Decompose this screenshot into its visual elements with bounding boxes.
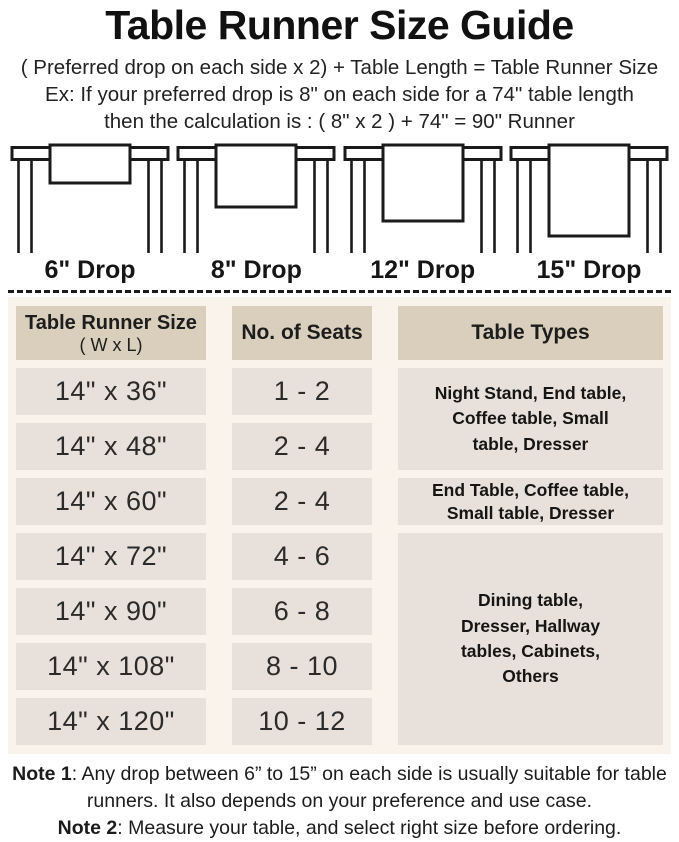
table-types-cell-medium: End Table, Coffee table, Small table, Dresser — [398, 478, 663, 525]
seats-cell: 1 - 2 — [232, 368, 372, 415]
size-header-line1: Table Runner Size — [25, 311, 197, 334]
example-line-2: then the calculation is : ( 8" x 2 ) + 74" = 90" Runner — [104, 110, 575, 133]
runner — [549, 145, 629, 236]
size-table-section — [8, 297, 671, 754]
table-drawing-icon — [7, 143, 173, 253]
drop-label: 15" Drop — [536, 256, 642, 284]
size-cell: 14" x 60" — [16, 478, 206, 525]
illustration-6in-drop — [7, 143, 173, 285]
table-drawing-icon — [506, 143, 672, 253]
runner — [50, 145, 130, 183]
note-2-label: Note 2 — [57, 817, 118, 839]
illustration-15in-drop — [506, 143, 672, 285]
seats-cell: 4 - 6 — [232, 533, 372, 580]
note-1-text: : Any drop between 6” to 15” on each side is usually suitable for table runners. It also depends on your preference and use case. — [71, 763, 667, 812]
note-1 — [0, 761, 679, 815]
table-types-cell-large: Dining table, Dresser, Hallway tables, Cabinets, Others — [398, 533, 663, 745]
seats-cell: 2 - 4 — [232, 423, 372, 470]
column-header-types: Table Types — [398, 306, 663, 360]
note-1-label: Note 1 — [12, 763, 72, 785]
runner — [383, 145, 463, 221]
size-cell: 14" x 48" — [16, 423, 206, 470]
drop-label: 12" Drop — [370, 256, 476, 284]
table-types-cell-small: Night Stand, End table, Coffee table, Small table, Dresser — [398, 368, 663, 470]
drop-label: 6" Drop — [44, 256, 136, 284]
table-drawing-icon — [340, 143, 506, 253]
size-cell: 14" x 108" — [16, 643, 206, 690]
table-drawing-icon — [173, 143, 339, 253]
size-table — [16, 306, 663, 745]
column-header-size — [16, 306, 206, 360]
size-cell: 14" x 120" — [16, 698, 206, 745]
size-cell: 14" x 36" — [16, 368, 206, 415]
note-2 — [0, 815, 679, 842]
seats-cell: 6 - 8 — [232, 588, 372, 635]
column-header-seats: No. of Seats — [232, 306, 372, 360]
seats-cell: 2 - 4 — [232, 478, 372, 525]
example-line-1: Ex: If your preferred drop is 8" on each side for a 74" table length — [45, 83, 634, 106]
illustration-12in-drop — [340, 143, 506, 285]
drop-illustrations — [7, 143, 672, 285]
drop-label: 8" Drop — [210, 256, 302, 284]
dashed-divider — [8, 290, 671, 293]
seats-cell: 8 - 10 — [232, 643, 372, 690]
formula-text: ( Preferred drop on each side x 2) + Table Length = Table Runner Size — [20, 56, 659, 79]
note-2-text: : Measure your table, and select right size before ordering. — [117, 817, 622, 839]
size-cell: 14" x 72" — [16, 533, 206, 580]
size-cell: 14" x 90" — [16, 588, 206, 635]
page-title: Table Runner Size Guide — [105, 2, 574, 48]
size-header-line2: ( W x L) — [79, 334, 143, 355]
runner — [216, 145, 296, 207]
seats-cell: 10 - 12 — [232, 698, 372, 745]
illustration-8in-drop — [173, 143, 339, 285]
footnotes — [0, 761, 679, 842]
